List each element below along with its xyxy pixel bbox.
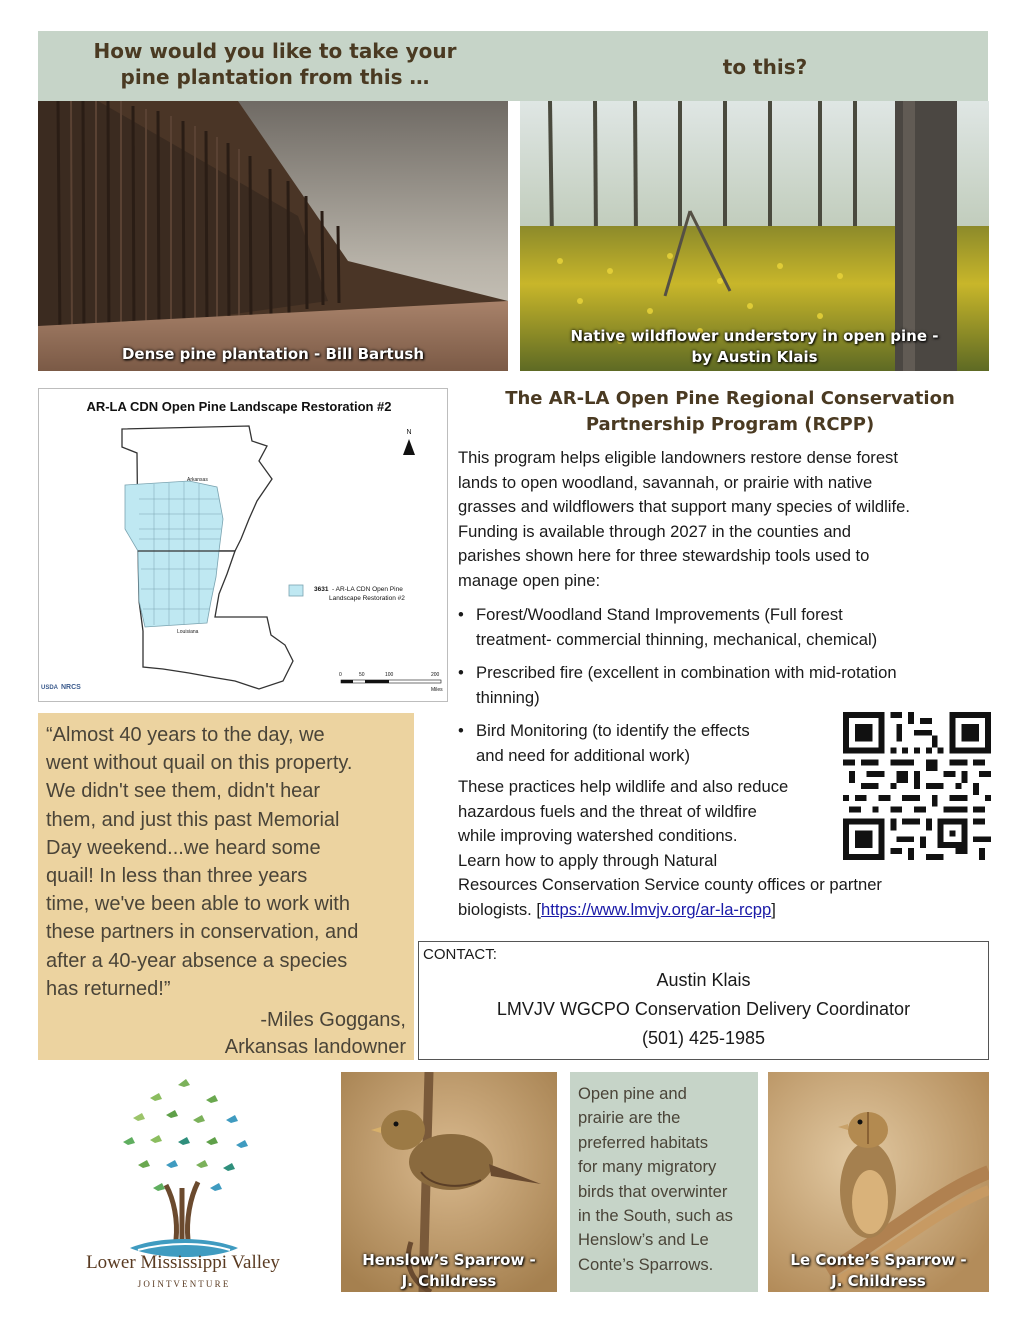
quote-line: went without quail on this property. bbox=[46, 752, 353, 775]
contact-label: CONTACT: bbox=[423, 946, 497, 963]
closing-line: hazardous fuels and the threat of wildfire bbox=[458, 801, 757, 821]
rcpp-map bbox=[38, 388, 448, 702]
north-arrow-icon bbox=[403, 439, 415, 455]
map-label-louisiana: Louisiana bbox=[177, 629, 199, 635]
quote-line: We didn't see them, didn't hear bbox=[46, 780, 321, 803]
closing-line: Learn how to apply through Natural bbox=[458, 850, 718, 870]
north-label: N bbox=[406, 429, 412, 436]
bullet-line: Prescribed fire (excellent in combination with mid-rotation bbox=[476, 663, 897, 682]
habitat-line: Open pine and bbox=[578, 1084, 687, 1103]
header-left-line1: How would you like to take your bbox=[93, 39, 457, 63]
habitat-line: in the South, such as bbox=[578, 1206, 733, 1226]
program-body-line: parishes shown here for three stewardship tools used to bbox=[458, 546, 870, 566]
header-left-line2: pine plantation from this … bbox=[120, 65, 430, 89]
quote-line: these partners in conservation, and bbox=[46, 921, 359, 944]
attribution-line1: -Miles Goggans, bbox=[260, 1009, 406, 1031]
program-body-line: manage open pine: bbox=[458, 570, 601, 590]
map-title: AR-LA CDN Open Pine Landscape Restoration #2 bbox=[86, 399, 392, 414]
qr-code[interactable] bbox=[843, 712, 991, 860]
scale-unit: Miles bbox=[431, 687, 443, 693]
le-contes-caption-line2: J. Childress bbox=[831, 1272, 926, 1290]
program-body-line: Funding is available through 2027 in the counties and bbox=[458, 521, 851, 541]
attribution-line2: Arkansas landowner bbox=[224, 1036, 406, 1058]
program-body-line: grasses and wildflowers that support many species of wildlife. bbox=[458, 497, 910, 517]
quote-line: them, and just this past Memorial bbox=[46, 808, 340, 831]
dense-pine-photo bbox=[38, 101, 508, 371]
henslows-caption-line1: Henslow’s Sparrow - bbox=[362, 1251, 536, 1269]
bullet-stand-improvements bbox=[458, 603, 998, 653]
scale-bar bbox=[339, 672, 443, 693]
quote-line: quail! In less than three years bbox=[46, 865, 308, 888]
habitat-line: prairie are the bbox=[578, 1108, 681, 1128]
bullet-dot: • bbox=[458, 721, 464, 740]
contact-phone: (501) 425-1985 bbox=[641, 1028, 766, 1048]
open-pine-photo bbox=[520, 101, 989, 371]
closing-line: These practices help wildlife and also reduce bbox=[458, 777, 789, 796]
legend-swatch bbox=[289, 585, 303, 596]
logo-subtitle: J O I N T V E N T U R E bbox=[137, 1279, 229, 1289]
landowner-quote bbox=[38, 713, 414, 1060]
habitat-line: birds that overwinter bbox=[578, 1181, 728, 1201]
contact-name: Austin Klais bbox=[656, 970, 751, 990]
scale-tick-100: 100 bbox=[385, 672, 394, 678]
usda-logo: USDA bbox=[41, 685, 59, 691]
map-figure bbox=[39, 389, 447, 701]
bullet-line: treatment- commercial thinning, mechanical, chemical) bbox=[476, 629, 878, 649]
scale-tick-0: 0 bbox=[339, 672, 342, 678]
open-pine-caption bbox=[520, 326, 989, 368]
scale-tick-50: 50 bbox=[359, 672, 365, 678]
le-contes-caption-line1: Le Conte’s Sparrow - bbox=[790, 1251, 967, 1269]
closing-line: Resources Conservation Service county offices or partner bbox=[458, 875, 882, 895]
program-title bbox=[460, 386, 1000, 438]
program-body-line: lands to open woodland, savannah, or prairie with native bbox=[458, 472, 873, 492]
closing-prefix: biologists. [ bbox=[458, 899, 542, 919]
quote-line: time, we've been able to work with bbox=[46, 893, 350, 916]
habitat-line: Conte’s Sparrows. bbox=[578, 1254, 714, 1274]
habitat-line: for many migratory bbox=[578, 1157, 717, 1177]
dense-pine-caption: Dense pine plantation - Bill Bartush bbox=[121, 345, 424, 363]
closing-line: while improving watershed conditions. bbox=[458, 826, 738, 846]
quote-line: after a 40-year absence a species bbox=[46, 949, 348, 972]
bullet-prescribed-fire bbox=[458, 661, 998, 711]
dense-pine-illustration bbox=[38, 101, 508, 371]
bullet-line: Forest/Woodland Stand Improvements (Full forest bbox=[476, 605, 843, 624]
bullet-dot: • bbox=[458, 663, 464, 682]
header-question bbox=[60, 38, 490, 90]
legend-code: 3631 bbox=[314, 586, 329, 593]
quote-line: has returned!” bbox=[46, 977, 171, 1000]
habitat-note bbox=[570, 1072, 758, 1292]
closing-suffix: ] bbox=[771, 899, 776, 919]
henslows-caption-line2: J. Childress bbox=[401, 1272, 497, 1290]
logo-name: Lower Mississippi Valley bbox=[86, 1252, 280, 1273]
quote-line: “Almost 40 years to the day, we bbox=[46, 724, 325, 746]
bullet-line: Bird Monitoring (to identify the effects bbox=[476, 721, 750, 740]
quote-attribution bbox=[225, 1007, 406, 1061]
tree-trunk-icon bbox=[166, 1182, 198, 1240]
qr-code-icon bbox=[843, 712, 991, 860]
contact-box bbox=[418, 941, 989, 1060]
quote-line: Day weekend...we heard some bbox=[46, 836, 321, 859]
henslows-sparrow-photo bbox=[341, 1072, 557, 1292]
le-contes-caption bbox=[768, 1250, 989, 1292]
bullet-line: thinning) bbox=[476, 687, 540, 707]
bird-flock-icon bbox=[123, 1079, 248, 1191]
le-contes-sparrow-photo bbox=[768, 1072, 989, 1292]
program-title-line2: Partnership Program (RCPP) bbox=[585, 414, 875, 435]
program-body-line: This program helps eligible landowners restore dense forest bbox=[458, 448, 898, 467]
open-pine-caption-line1: Native wildflower understory in open pine - bbox=[570, 327, 939, 345]
contact-title: LMVJV WGCPO Conservation Delivery Coordinator bbox=[496, 999, 911, 1019]
open-pine-caption-line2: by Austin Klais bbox=[691, 348, 818, 366]
tree-birds-logo-icon bbox=[38, 1070, 328, 1300]
map-label-arkansas: Arkansas bbox=[187, 477, 208, 483]
lmvjv-logo bbox=[38, 1070, 328, 1300]
program-area-counties bbox=[125, 481, 223, 627]
legend-line1: - AR-LA CDN Open Pine bbox=[332, 586, 403, 593]
bullet-line: and need for additional work) bbox=[476, 745, 691, 765]
henslows-caption bbox=[341, 1250, 557, 1292]
habitat-line: Henslow’s and Le bbox=[578, 1230, 709, 1250]
bullet-dot: • bbox=[458, 605, 464, 624]
header-answer: to this? bbox=[722, 55, 808, 79]
closing-last-line bbox=[458, 898, 998, 923]
rcpp-link[interactable]: https://www.lmvjv.org/ar-la-rcpp bbox=[541, 899, 772, 919]
program-title-line1: The AR-LA Open Pine Regional Conservation bbox=[505, 388, 955, 409]
nrcs-logo: NRCS bbox=[61, 684, 81, 691]
scale-tick-200: 200 bbox=[431, 672, 440, 678]
legend-line2: Landscape Restoration #2 bbox=[329, 595, 405, 602]
program-description bbox=[458, 446, 998, 594]
bullet-bird-monitoring bbox=[458, 719, 828, 769]
habitat-line: preferred habitats bbox=[578, 1132, 709, 1152]
